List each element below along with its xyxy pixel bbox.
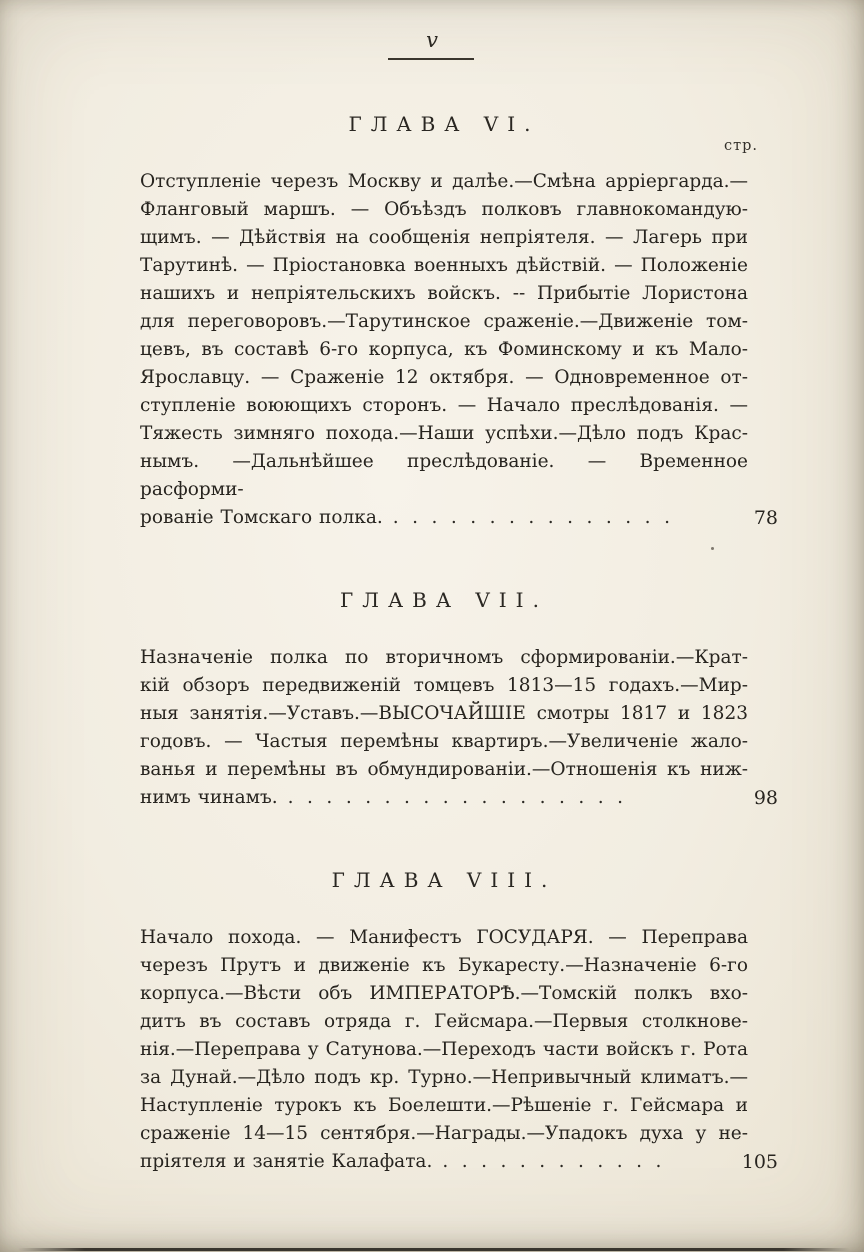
- toc-line: Ярославцу. — Сраженіе 12 октября. — Одновременное от-: [140, 367, 748, 388]
- page-folio: v: [426, 28, 438, 52]
- chapter-page-number: 78: [753, 507, 778, 529]
- dot-leader: ...............: [392, 507, 684, 528]
- toc-chapter-3: [140, 868, 778, 1176]
- chapter-heading: ГЛАВА VII.: [340, 588, 548, 612]
- toc-line-text: рованіе Томскаго полка.: [140, 507, 383, 528]
- toc-line: цевъ, въ составѣ 6-го корпуса, къ Фоминскому и къ Мало-: [140, 339, 748, 360]
- chapter-page-number: 98: [753, 787, 778, 809]
- table-of-contents: [140, 104, 778, 1176]
- page-column-label: стр.: [723, 138, 758, 154]
- scan-edge-shadow: [18, 1248, 850, 1251]
- folio-rule: [388, 58, 474, 60]
- toc-line: сраженіе 14—15 сентября.—Награды.—Упадокъ духа у не-: [140, 1123, 748, 1144]
- toc-line: Наступленіе турокъ къ Боелешти.—Рѣшеніе г. Гейсмара и: [140, 1095, 748, 1116]
- toc-line: для переговоровъ.—Тарутинское сраженіе.—Движеніе том-: [140, 311, 748, 332]
- toc-line: Отступленіе черезъ Москву и далѣе.—Смѣна арріергарда.—: [140, 171, 748, 192]
- toc-line: щимъ. — Дѣйствія на сообщенія непріятеля. — Лагерь при: [140, 227, 748, 248]
- toc-line: Начало похода. — Манифестъ ГОСУДАРЯ. — Переправа: [140, 927, 748, 948]
- toc-line-last: [140, 1148, 748, 1176]
- toc-chapter-1: [140, 112, 778, 532]
- chapter-summary: [140, 924, 748, 1176]
- dot-leader: ..................: [287, 787, 637, 808]
- toc-line: ступленіе воюющихъ сторонъ. — Начало преслѣдованія. —: [140, 395, 748, 416]
- toc-line: за Дунай.—Дѣло подъ кр. Турно.—Непривычный климатъ.—: [140, 1067, 748, 1088]
- chapter-summary: [140, 644, 748, 812]
- dot-leader: ............: [442, 1151, 675, 1172]
- toc-line-text: нимъ чинамъ.: [140, 787, 278, 808]
- toc-line: ванья и перемѣны въ обмундированіи.—Отношенія къ ниж-: [140, 759, 748, 780]
- toc-line: дитъ въ составъ отряда г. Гейсмара.—Первыя столкнове-: [140, 1011, 748, 1032]
- scan-speck: [711, 547, 714, 550]
- chapter-page-number: 105: [741, 1151, 778, 1173]
- toc-line: Тяжесть зимняго похода.—Наши успѣхи.—Дѣло подъ Крас-: [140, 423, 748, 444]
- toc-line: годовъ. — Частыя перемѣны квартиръ.—Увеличеніе жало-: [140, 731, 748, 752]
- toc-line: нія.—Переправа у Сатунова.—Переходъ части войскъ г. Рота: [140, 1039, 748, 1060]
- toc-line: нымъ. —Дальнѣйшее преслѣдованіе. — Временное расформи-: [140, 451, 748, 500]
- toc-line-last: [140, 504, 748, 532]
- toc-line: черезъ Прутъ и движеніе къ Букаресту.—Назначеніе 6-го: [140, 955, 748, 976]
- toc-line: Фланговый маршъ. — Объѣздъ полковъ главнокомандую-: [140, 199, 748, 220]
- toc-line: Назначеніе полка по вторичномъ сформированіи.—Крат-: [140, 647, 748, 668]
- toc-line: Тарутинѣ. — Пріостановка военныхъ дѣйствій. — Положеніе: [140, 255, 748, 276]
- toc-line-last: [140, 784, 748, 812]
- toc-line: корпуса.—Вѣсти объ ИМПЕРАТОРѢ.—Томскій полкъ вхо-: [140, 983, 748, 1004]
- chapter-summary: [140, 168, 748, 532]
- toc-line-text: пріятеля и занятіе Калафата.: [140, 1151, 433, 1172]
- chapter-heading: ГЛАВА VI.: [348, 112, 540, 136]
- chapter-heading: ГЛАВА VIII.: [331, 868, 557, 892]
- toc-line: кій обзоръ передвиженій томцевъ 1813—15 годахъ.—Мир-: [140, 675, 748, 696]
- toc-line: ныя занятія.—Уставъ.—ВЫСОЧАЙШІЕ смотры 1817 и 1823: [140, 703, 748, 724]
- toc-line: нашихъ и непріятельскихъ войскъ. -- Прибытіе Лористона: [140, 283, 748, 304]
- toc-chapter-2: [140, 588, 778, 812]
